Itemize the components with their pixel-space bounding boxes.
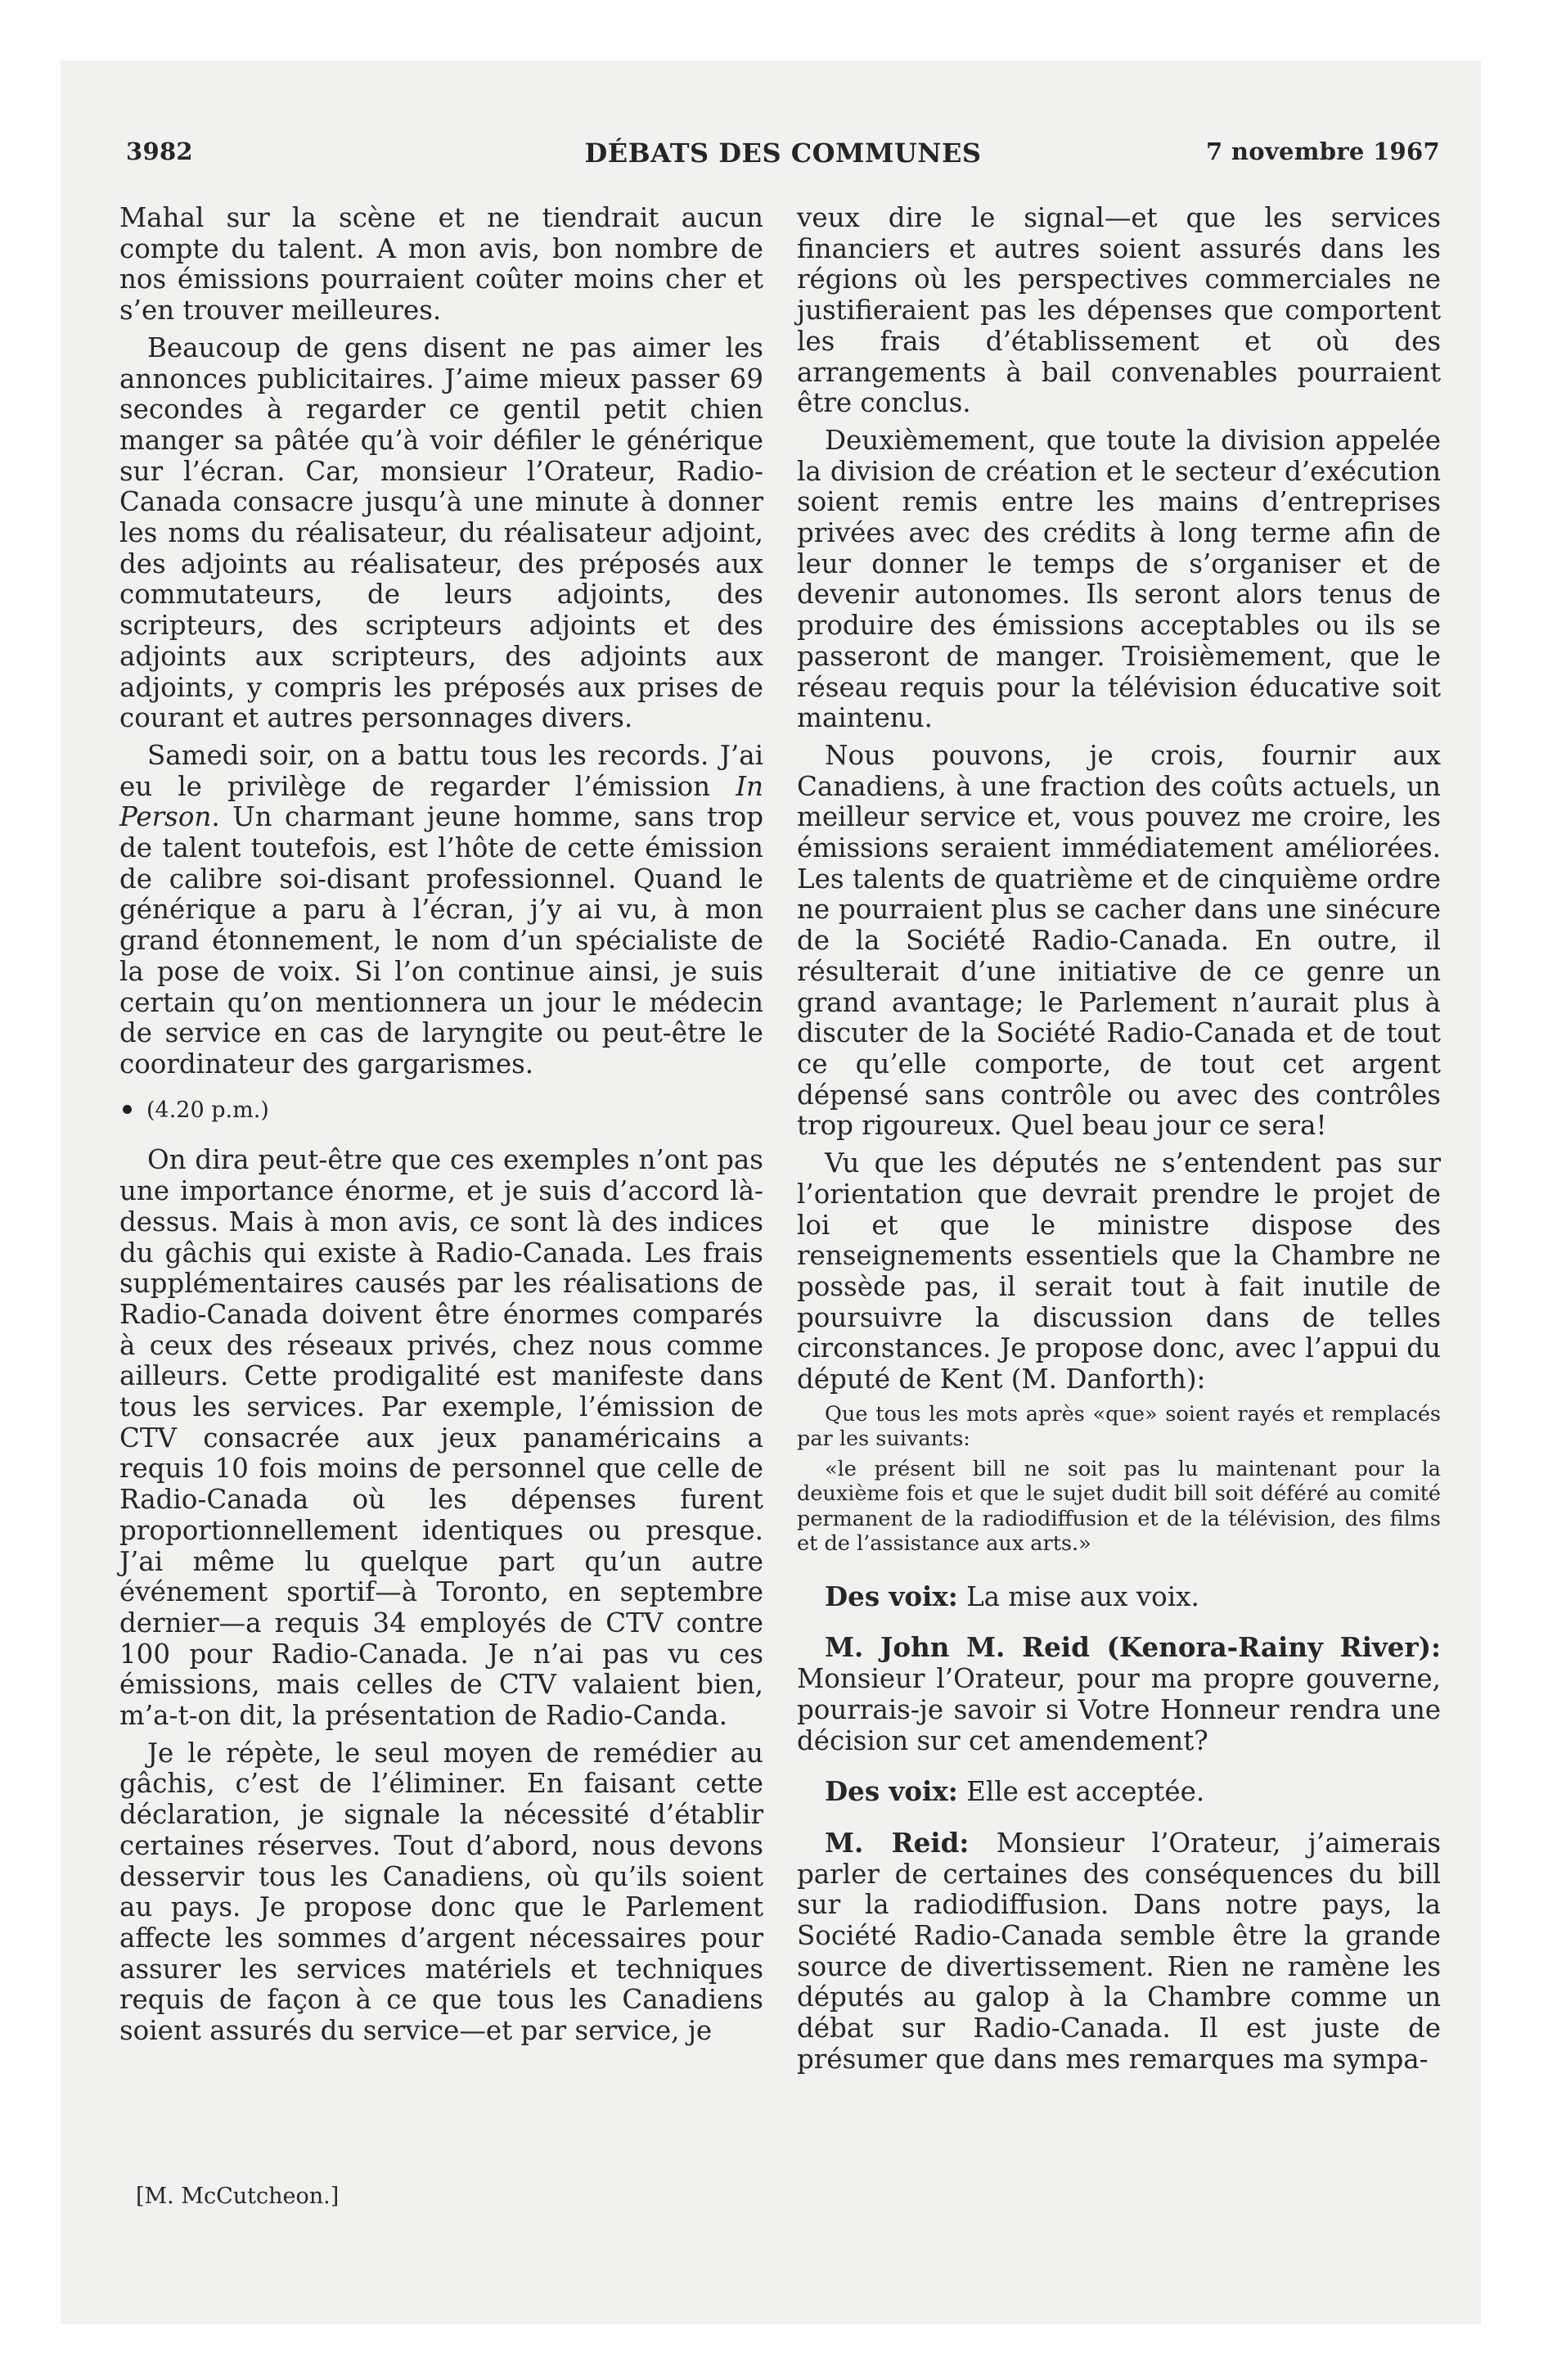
speech [797, 1776, 1441, 1808]
page-date: 7 novembre 1967 [1205, 137, 1440, 165]
spacer [797, 1814, 1441, 1828]
speaker-name: M. Reid: [825, 1826, 970, 1859]
spacer [797, 1562, 1441, 1581]
speech-text: La mise aux voix. [957, 1580, 1199, 1612]
spacer [797, 1763, 1441, 1776]
motion-paragraph: Que tous les mots après «que» soient rayés et remplacés par les suivants: [797, 1401, 1441, 1452]
paragraph [119, 741, 763, 1080]
time-marker [119, 1095, 763, 1126]
speech-text: Monsieur l’Orateur, j’aimerais parler de certaines des conséquences du bill sur la radiodiffusion. Dans notre pays, la Société Radio-Canada semble être la grande source de divertissement. Rien ne ramène les députés au galop à la Chambre comme un débat sur Radio-Canada. Il est juste de présumer que dans mes remarques ma sympa- [797, 1827, 1442, 2075]
speaker-name: M. John M. Reid (Kenora-Rainy River): [825, 1631, 1441, 1664]
paragraph: Mahal sur la scène et ne tiendrait aucun compte du talent. A mon avis, bon nombre de nos émissions pourraient coûter moins cher et s’en trouver meilleures. [119, 202, 763, 327]
left-column [119, 203, 763, 2053]
motion-text [797, 1402, 1441, 1557]
page-number: 3982 [126, 137, 193, 165]
right-column [797, 203, 1441, 2082]
page-header [126, 137, 1440, 178]
speaker-name: Des voix: [825, 1580, 958, 1612]
paragraph: Beaucoup de gens disent ne pas aimer les annonces publicitaires. J’aime mieux passer 69 secondes à regarder ce gentil petit chien manger sa pâtée qu’à voir défiler le générique sur l’écran. Car, monsieur l’Orateur, Radio-Canada consacre jusqu’à une minute à donner les noms du réalisateur, du réalisateur adjoint, des adjoints au réalisateur, des préposés aux commutateurs, de leurs adjoints, des scripteurs, des scripteurs adjoints et des adjoints aux scripteurs, des adjoints aux adjoints, y compris les préposés aux prises de courant et autres personnages divers. [119, 331, 763, 734]
page-title: DÉBATS DES COMMUNES [584, 137, 982, 169]
spacer [797, 1619, 1441, 1632]
motion-paragraph: «le présent bill ne soit pas lu maintenant pour la deuxième fois et que le sujet dudit bill soit déféré au comité permanent de la radiodiffusion et de la télévision, des films et de l’assistance aux arts.» [797, 1456, 1441, 1557]
speaker-tag: [M. McCutcheon.] [136, 2184, 340, 2209]
program-title: In Person [119, 770, 763, 833]
paragraph: veux dire le signal—et que les services financiers et autres soient assurés dans les régions où les perspectives commerciales ne justifieraient pas les dépenses que comportent les frais d’établissement et où des arrangements à bail convenables pourraient être conclus. [797, 202, 1441, 419]
text-run: . Un charmant jeune homme, sans trop de talent toutefois, est l’hôte de cette émission de calibre soi-disant professionnel. Quand le générique a paru à l’écran, j’y ai vu, à mon grand étonnement, le nom d’un spécialiste de la pose de voix. Si l’on continue ainsi, je suis certain qu’on mentionnera un jour le médecin de service en cas de laryngite ou peut-être le coordinateur des gargarismes. [119, 801, 763, 1080]
paragraph: On dira peut-être que ces exemples n’ont pas une importance énorme, et je suis d’accord là-dessus. Mais à mon avis, ce sont là des indices du gâchis qui existe à Radio-Canada. Les frais supplémentaires causés par les réalisations de Radio-Canada doivent être énormes comparés à ceux des réseaux privés, chez nous comme ailleurs. Cette prodigalité est manifeste dans tous les services. Par exemple, l’émission de CTV consacrée aux jeux panaméricains a requis 10 fois moins de personnel que celle de Radio-Canada où les dépenses furent proportionnellement identiques ou presque. J’ai même lu quelque part qu’un autre événement sportif—à Toronto, en septembre dernier—a requis 34 employés de CTV contre 100 pour Radio-Canada. Je n’ai pas vu ces émissions, mais celles de CTV valaient bien, m’a-t-on dit, la présentation de Radio-Canda. [119, 1144, 763, 1732]
paragraph: Deuxièmement, que toute la division appelée la division de création et le secteur d’exécution soient remis entre les mains d’entreprises privées avec des crédits à long terme afin de leur donner le temps de s’organiser et de devenir autonomes. Ils seront alors tenus de produire des émissions acceptables ou ils se passeront de manger. Troisièmement, que le réseau requis pour la télévision éducative soit maintenu. [797, 424, 1441, 734]
bullet-icon [123, 1105, 132, 1114]
text-run: Samedi soir, on a battu tous les records. J’ai eu le privilège de regarder l’émission [119, 739, 763, 802]
speech-text: Elle est acceptée. [957, 1776, 1205, 1808]
paragraph: Nous pouvons, je crois, fournir aux Canadiens, à une fraction des coûts actuels, un meilleur service et, vous pouvez me croire, les émissions seraient immédiatement améliorées. Les talents de quatrième et de cinquième ordre ne pourraient plus se cacher dans une sinécure de la Société Radio-Canada. En outre, il résulterait d’une initiative de ce genre un grand avantage; le Parlement n’aurait plus à discuter de la Société Radio-Canada et de tout ce qu’elle comporte, de tout cet argent dépensé sans contrôle ou avec des contrôles trop rigoureux. Quel beau jour ce sera! [797, 739, 1441, 1142]
paragraph: Je le répète, le seul moyen de remédier au gâchis, c’est de l’éliminer. En faisant cette déclaration, je signale la nécessité d’établir certaines réserves. Tout d’abord, nous devons desservir tous les Canadiens, où qu’ils soient au pays. Je propose donc que le Parlement affecte les sommes d’argent nécessaires pour assurer les services matériels et techniques requis de façon à ce que tous les Canadiens soient assurés du service—et par service, je [119, 1737, 763, 2047]
speech [797, 1828, 1441, 2076]
speaker-name: Des voix: [825, 1775, 958, 1808]
speech-text: Monsieur l’Orateur, pour ma propre gouverne, pourrais-je savoir si Votre Honneur rendra une décision sur cet amendement? [797, 1663, 1441, 1756]
speech [797, 1581, 1441, 1613]
time-marker-text: (4.20 p.m.) [146, 1097, 269, 1123]
speech [797, 1632, 1441, 1756]
paragraph: Vu que les députés ne s’entendent pas sur l’orientation que devrait prendre le projet de loi et que le ministre dispose des renseignements essentiels que la Chambre ne possède pas, il serait tout à fait inutile de poursuivre la discussion dans de telles circonstances. Je propose donc, avec l’appui du député de Kent (M. Danforth): [797, 1147, 1441, 1395]
